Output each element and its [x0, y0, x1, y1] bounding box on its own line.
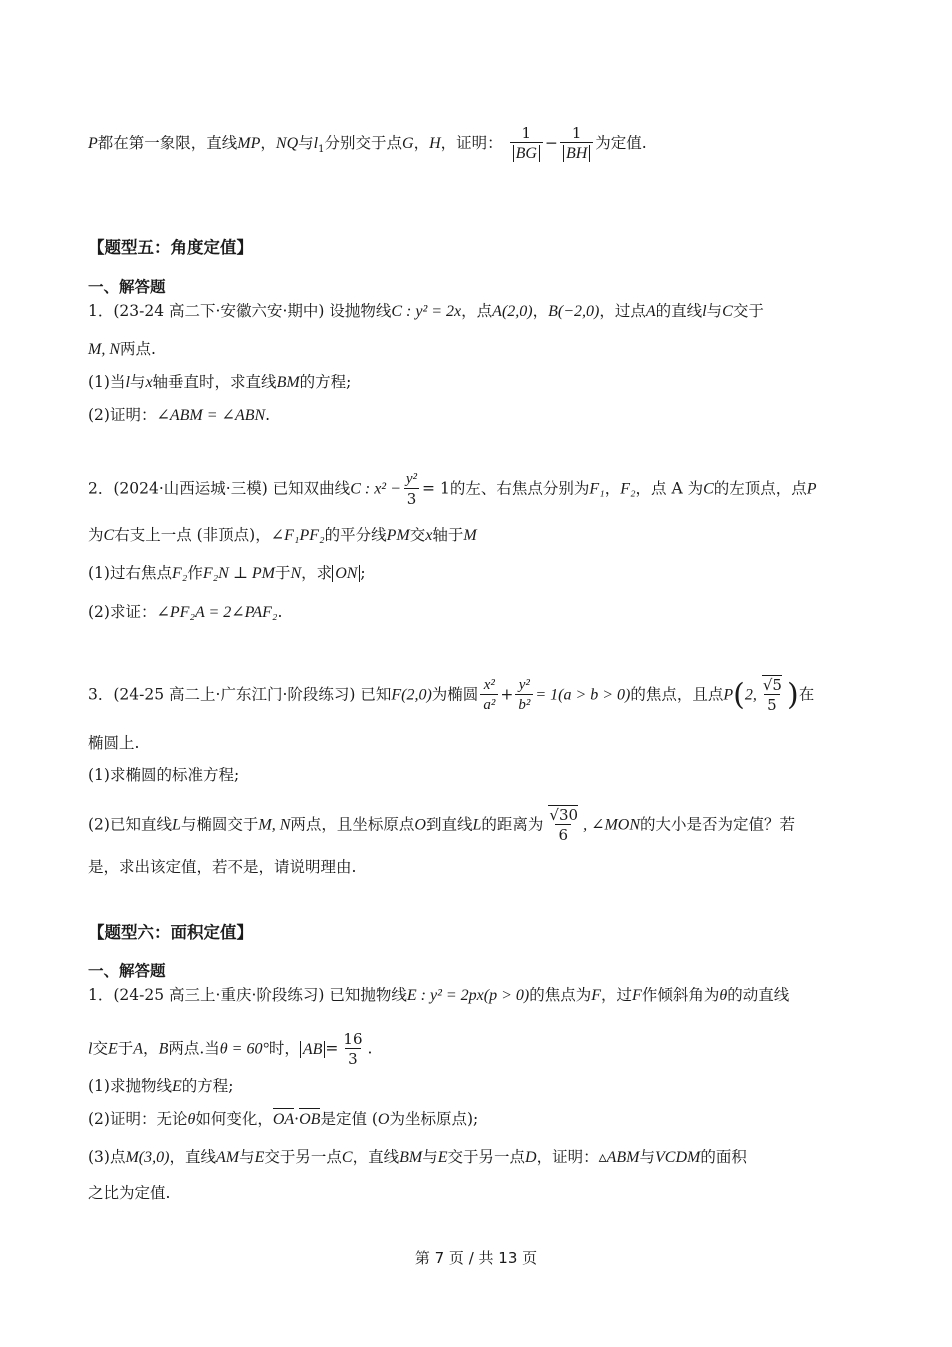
section6-title: 【题型六：面积定值】 — [88, 923, 253, 942]
section5-title: 【题型五：角度定值】 — [88, 238, 253, 257]
s6-q1-line2: l交E于A，B两点.当θ = 60°时， AB = $\frac{16}{3}$ . — [88, 1030, 373, 1068]
s6-q1-part2: (2)证明：无论θ如何变化，OA·OB是定值 (O为坐标原点); — [88, 1108, 478, 1131]
s5-q2-line1: 2．(2024·山西运城·三模) 已知双曲线C : x² − $\frac{\text{y²}}{3}$ = 1的左、右焦点分别为F₁，F₂，点 A 为C的左顶点，点P — [88, 471, 817, 508]
s5-q3-line2: 椭圆上. — [88, 734, 140, 752]
page-footer: 第 7 页 / 共 13 页 — [414, 1249, 538, 1267]
section5-subtitle: 一、解答题 — [88, 277, 166, 296]
s5-q3-part2: (2)已知直线L与椭圆交于M, N两点，且坐标原点O到直线L的距离为 $\frac{√30}{6}$ , ∠MON的大小是否为定值？若 — [88, 806, 796, 844]
s5-q2-part1: (1)过右焦点F₂作F₂N ⊥ PM于N，求 ON ; — [88, 564, 366, 582]
s6-q1-part1: (1)求抛物线E的方程; — [88, 1077, 234, 1095]
fraction-1-over-BH: $\frac{1}{BH}$ — [560, 124, 593, 164]
s5-q1-line1: 1．(23-24 高二下·安徽六安·期中) 设抛物线C : y² = 2x，点A(2,0)，B(−2,0)，过点A的直线l与C交于 — [88, 302, 764, 320]
s5-q3-part2-line2: 是，求出该定值，若不是，请说明理由. — [88, 858, 357, 876]
s6-q1-part3: (3)点M(3,0)，直线AM与E交于另一点C，直线BM与E交于另一点D，证明：▵ABM与VCDM的面积 — [88, 1148, 747, 1166]
s6-q1-part3-line2: 之比为定值. — [88, 1184, 171, 1202]
s5-q1-part2: (2)证明：∠ABM = ∠ABN. — [88, 406, 271, 424]
section6-subtitle: 一、解答题 — [88, 961, 166, 980]
s5-q1-part1: (1)当l与x轴垂直时，求直线BM的方程; — [88, 373, 352, 391]
s5-q2-line2: 为C右支上一点 (非顶点)，∠F₁PF₂的平分线PM交x轴于M — [88, 526, 477, 544]
s5-q3-line1: 3．(24-25 高二上·广东江门·阶段练习) 已知F(2,0)为椭圆 $\frac{\text{x²}}{\text{a²}}$ + $\frac{\text{y²}}{\text{b²}}$ = 1(a > b > 0)的焦点，且点P(2, $\frac{√5}{5}$ )在 — [88, 676, 815, 714]
s5-q3-part1: (1)求椭圆的标准方程; — [88, 766, 240, 784]
s5-q2-part2: (2)求证：∠PF₂A = 2∠PAF₂. — [88, 603, 283, 621]
s5-q1-line2: M, N两点. — [88, 340, 156, 358]
s6-q1-line1: 1．(24-25 高三上·重庆·阶段练习) 已知抛物线E : y² = 2px(p > 0)的焦点为F，过F作倾斜角为θ的动直线 — [88, 986, 790, 1004]
fraction-1-over-BG: $\frac{1}{BG}$ — [510, 124, 543, 164]
carry-over-line: P都在第一象限，直线MP，NQ与$l_1$分别交于点G，H，证明： $\frac{1}{BG}$ − $\frac{1}{BH}$ 为定值. — [88, 124, 647, 162]
